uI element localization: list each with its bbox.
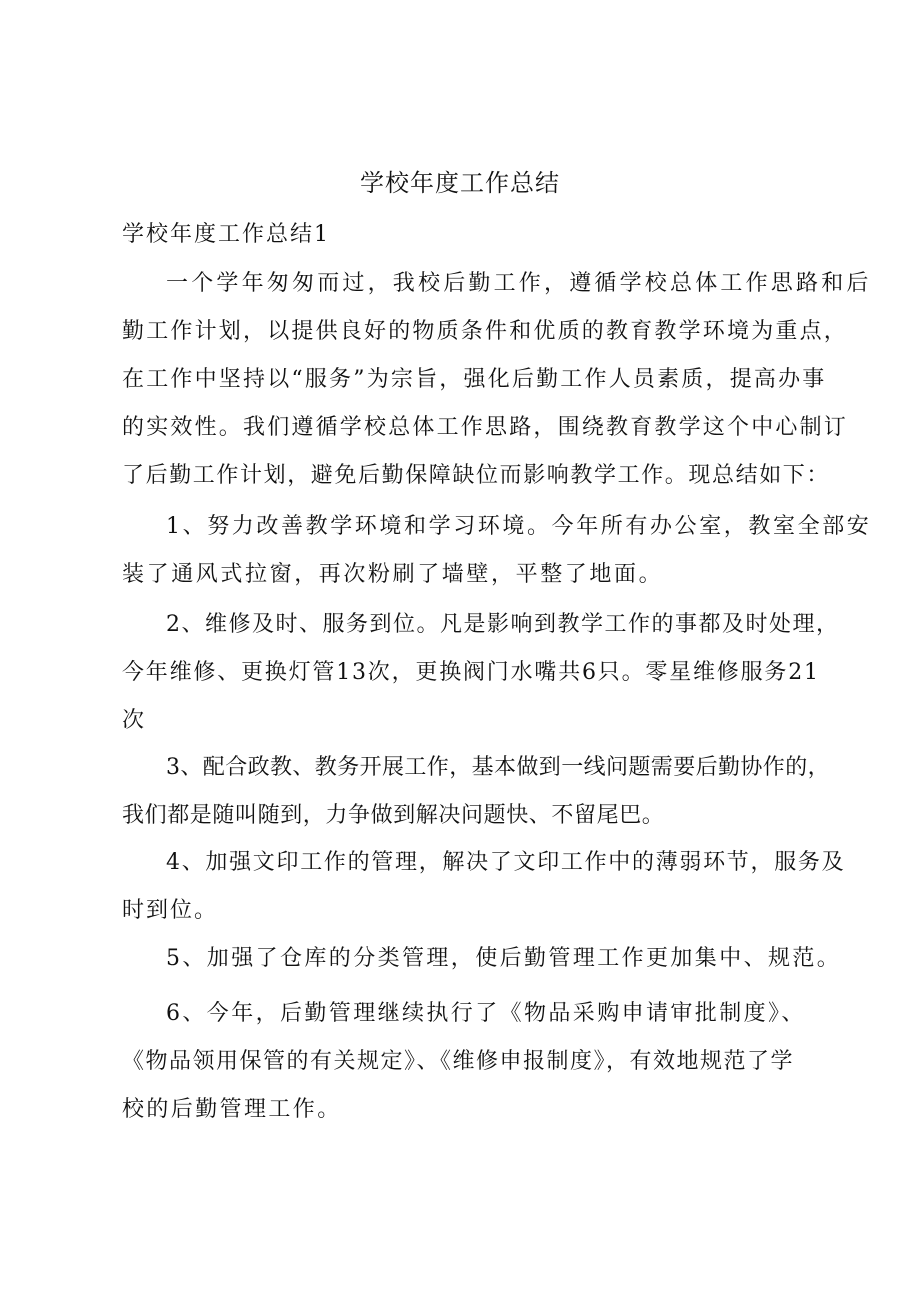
paragraph-line: 1、努力改善教学环境和学习环境。今年所有办公室，教室全部安 (166, 514, 872, 539)
section-heading: 学校年度工作总结1 (122, 222, 330, 247)
paragraph-item-4 (122, 839, 846, 935)
paragraph-line: 《物品领用保管的有关规定》、《维修申报制度》，有效地规范了学 (122, 1049, 795, 1074)
paragraph-item-3 (122, 744, 830, 840)
paragraph-line: 的实效性。我们遵循学校总体工作思路，围绕教育教学这个中心制订 (122, 415, 849, 440)
paragraph-line: 4、加强文印工作的管理，解决了文印工作中的薄弱环节，服务及 (166, 850, 846, 875)
paragraph-line: 6、今年，后勤管理继续执行了《物品采购申请审批制度》、 (166, 1001, 806, 1026)
paragraph-item-5 (122, 935, 842, 983)
paragraph-line: 一个学年匆匆而过，我校后勤工作，遵循学校总体工作思路和后 (166, 271, 872, 296)
paragraph-line: 5、加强了仓库的分类管理，使后勤管理工作更加集中、规范。 (166, 946, 842, 971)
paragraph-line: 我们都是随叫随到，力争做到解决问题快、不留尾巴。 (122, 803, 665, 828)
paragraph-item-1 (122, 503, 872, 599)
paragraph-line: 3、配合政教、教务开展工作，基本做到一线问题需要后勤协作的， (166, 755, 830, 780)
paragraph-line: 时到位。 (122, 898, 219, 923)
paragraph-line: 装了通风式拉窗，再次粉刷了墙壁，平整了地面。 (122, 562, 664, 587)
paragraph-item-6 (122, 990, 822, 1134)
paragraph-line: 勤工作计划，以提供良好的物质条件和优质的教育教学环境为重点， (122, 319, 849, 344)
paragraph-line: 了后勤工作计划，避免后勤保障缺位而影响教学工作。现总结如下： (122, 463, 831, 488)
paragraph-line: 2、维修及时、服务到位。凡是影响到教学工作的事都及时处理， (166, 612, 840, 637)
paragraph-line: 今年维修、更换灯管13次，更换阀门水嘴共6只。零星维修服务21 (122, 660, 820, 685)
paragraph-intro (122, 260, 872, 500)
document-title: 学校年度工作总结 (360, 169, 560, 197)
paragraph-item-2 (122, 601, 840, 745)
paragraph-line: 在工作中坚持以“服务”为宗旨，强化后勤工作人员素质，提高办事 (122, 367, 827, 392)
paragraph-line: 校的后勤管理工作。 (122, 1097, 342, 1122)
paragraph-line: 次 (122, 708, 145, 733)
